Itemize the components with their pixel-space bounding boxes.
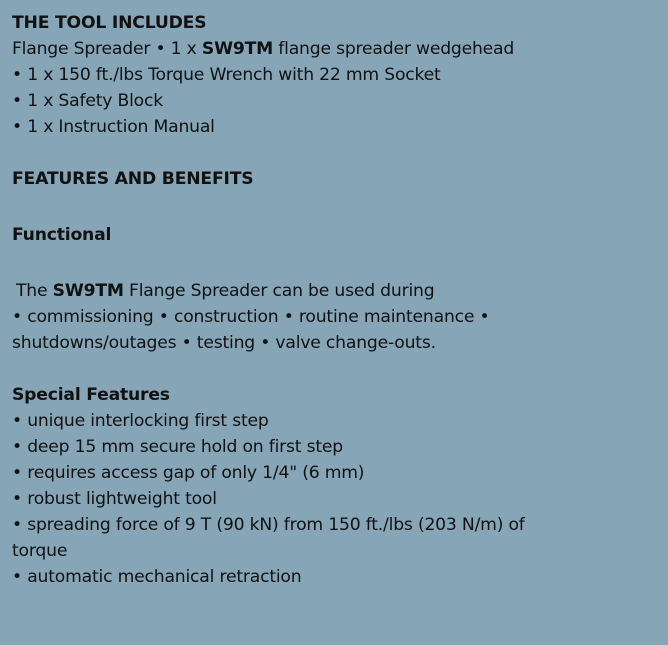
functional-prefix: The	[16, 281, 53, 301]
model-name: SW9TM	[201, 39, 274, 59]
functional-suffix: Flange Spreader can be used during	[123, 281, 435, 301]
includes-item-safety-block: • 1 x Safety Block	[12, 91, 163, 111]
special-item-spreading-force-cont: torque	[12, 541, 68, 561]
special-item-interlocking: • unique interlocking first step	[12, 411, 269, 431]
includes-line-prefix: Flange Spreader • 1 x	[12, 39, 202, 59]
special-item-spreading-force: • spreading force of 9 T (90 kN) from 150 ft./lbs (203 N/m) of	[12, 515, 525, 535]
includes-item-torque-wrench: • 1 x 150 ft./lbs Torque Wrench with 22 mm Socket	[12, 65, 441, 85]
includes-item-manual: • 1 x Instruction Manual	[12, 117, 215, 137]
special-features-heading: Special Features	[12, 385, 170, 405]
features-heading: FEATURES AND BENEFITS	[12, 169, 254, 189]
functional-heading: Functional	[12, 225, 112, 245]
special-item-lightweight: • robust lightweight tool	[12, 489, 217, 509]
functional-intro	[12, 278, 656, 304]
functional-uses-line-1: • commissioning • construction • routine maintenance •	[12, 307, 490, 327]
functional-model-name: SW9TM	[52, 281, 124, 301]
functional-uses-line-2: shutdowns/outages • testing • valve change-outs.	[12, 333, 436, 353]
includes-line-suffix: flange spreader wedgehead	[273, 39, 515, 59]
special-item-secure-hold: • deep 15 mm secure hold on first step	[12, 437, 343, 457]
includes-line-spreader	[12, 36, 656, 62]
special-item-retraction: • automatic mechanical retraction	[12, 567, 302, 587]
includes-heading: THE TOOL INCLUDES	[12, 13, 207, 33]
special-item-access-gap: • requires access gap of only 1/4" (6 mm)	[12, 463, 365, 483]
